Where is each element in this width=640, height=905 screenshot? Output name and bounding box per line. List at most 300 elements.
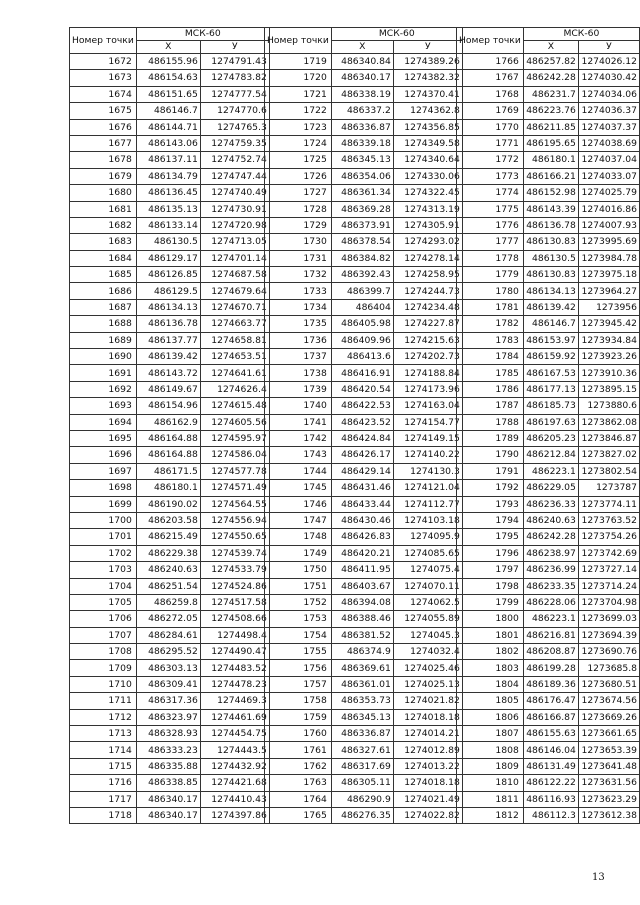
x-coordinate-cell: 486409.96 (331, 332, 393, 348)
y-coordinate-cell: 1274021.82 (393, 693, 462, 709)
table-row (457, 562, 640, 578)
x-coordinate-cell: 486130.83 (523, 267, 578, 283)
table-row (70, 512, 270, 528)
x-coordinate-cell: 486152.98 (523, 185, 578, 201)
x-coordinate-cell: 486146.7 (136, 103, 200, 119)
x-coordinate-cell: 486130.5 (136, 234, 200, 250)
y-coordinate-cell: 1274670.71 (200, 299, 269, 315)
y-coordinate-cell: 1273774.11 (578, 496, 639, 512)
point-number-cell: 1778 (457, 250, 524, 266)
table-row (457, 201, 640, 217)
table-row (265, 234, 463, 250)
y-coordinate-cell: 1274550.65 (200, 529, 269, 545)
table-row (265, 463, 463, 479)
y-coordinate-cell: 1274595.97 (200, 430, 269, 446)
point-number-cell: 1759 (265, 709, 332, 725)
table-row (457, 758, 640, 774)
point-number-cell: 1742 (265, 430, 332, 446)
point-number-cell: 1693 (70, 398, 137, 414)
table-row (265, 644, 463, 660)
point-number-cell: 1789 (457, 430, 524, 446)
x-coordinate-cell: 486144.71 (136, 119, 200, 135)
table-row (265, 660, 463, 676)
x-coordinate-cell: 486149.67 (136, 381, 200, 397)
x-coordinate-cell: 486404 (331, 299, 393, 315)
x-coordinate-cell: 486340.17 (136, 807, 200, 823)
x-coordinate-cell: 486429.14 (331, 463, 393, 479)
point-number-cell: 1694 (70, 414, 137, 430)
y-coordinate-cell: 1273763.52 (578, 512, 639, 528)
y-coordinate-cell: 1274030.42 (578, 70, 639, 86)
point-number-cell: 1727 (265, 185, 332, 201)
table-row (265, 283, 463, 299)
x-coordinate-cell: 486203.58 (136, 512, 200, 528)
x-coordinate-cell: 486116.93 (523, 791, 578, 807)
table-row (70, 758, 270, 774)
point-number-cell: 1746 (265, 496, 332, 512)
table-row (70, 693, 270, 709)
point-number-cell: 1760 (265, 726, 332, 742)
table-row (457, 168, 640, 184)
x-coordinate-cell: 486164.88 (136, 430, 200, 446)
x-coordinate-cell: 486139.42 (136, 349, 200, 365)
x-coordinate-cell: 486130.83 (523, 234, 578, 250)
point-number-cell: 1675 (70, 103, 137, 119)
x-coordinate-cell: 486272.05 (136, 611, 200, 627)
y-coordinate-cell: 1274154.77 (393, 414, 462, 430)
y-coordinate-cell: 1274140.22 (393, 447, 462, 463)
y-coordinate-cell: 1274658.81 (200, 332, 269, 348)
y-coordinate-cell: 1274036.37 (578, 103, 639, 119)
y-coordinate-cell: 1273704.98 (578, 594, 639, 610)
y-coordinate-cell: 1274577.78 (200, 463, 269, 479)
table-row (70, 742, 270, 758)
y-coordinate-cell: 1274062.5 (393, 594, 462, 610)
table-row (265, 135, 463, 151)
x-coordinate-cell: 486338.85 (136, 775, 200, 791)
table-row (70, 644, 270, 660)
point-number-cell: 1794 (457, 512, 524, 528)
x-coordinate-cell: 486340.84 (331, 54, 393, 70)
point-number-cell: 1762 (265, 758, 332, 774)
table-row (457, 70, 640, 86)
point-number-cell: 1689 (70, 332, 137, 348)
coordinate-system-header: МСК-60 (331, 28, 462, 41)
y-coordinate-cell: 1274759.35 (200, 135, 269, 151)
table-row (265, 578, 463, 594)
table-row (70, 709, 270, 725)
point-number-cell: 1726 (265, 168, 332, 184)
x-coordinate-cell: 486259.8 (136, 594, 200, 610)
x-coordinate-cell: 486134.13 (136, 299, 200, 315)
table-row (265, 742, 463, 758)
y-coordinate-cell: 1274626.4 (200, 381, 269, 397)
table-row (457, 381, 640, 397)
table-row (70, 234, 270, 250)
y-coordinate-cell: 1274432.92 (200, 758, 269, 774)
y-coordinate-cell: 1273910.36 (578, 365, 639, 381)
table-row (265, 398, 463, 414)
point-number-cell: 1777 (457, 234, 524, 250)
y-coordinate-cell: 1273846.87 (578, 430, 639, 446)
table-row (265, 168, 463, 184)
x-coordinate-cell: 486135.13 (136, 201, 200, 217)
x-header: X (523, 41, 578, 54)
table-row (265, 332, 463, 348)
y-coordinate-cell: 1274075.4 (393, 562, 462, 578)
y-coordinate-cell: 1274007.93 (578, 217, 639, 233)
y-coordinate-cell: 1274747.44 (200, 168, 269, 184)
x-coordinate-cell: 486231.7 (523, 86, 578, 102)
y-coordinate-cell: 1274740.49 (200, 185, 269, 201)
x-coordinate-cell: 486146.7 (523, 316, 578, 332)
x-coordinate-cell: 486416.91 (331, 365, 393, 381)
point-number-cell: 1715 (70, 758, 137, 774)
x-coordinate-cell: 486146.04 (523, 742, 578, 758)
table-row (70, 627, 270, 643)
table-row (265, 545, 463, 561)
x-coordinate-cell: 486399.7 (331, 283, 393, 299)
point-number-header: Номер точки (265, 28, 332, 54)
table-row (70, 807, 270, 823)
x-coordinate-cell: 486338.19 (331, 86, 393, 102)
table-row (265, 70, 463, 86)
table-row (457, 54, 640, 70)
y-coordinate-cell: 1274038.69 (578, 135, 639, 151)
table-row (70, 594, 270, 610)
table-row (265, 152, 463, 168)
point-number-cell: 1687 (70, 299, 137, 315)
y-coordinate-cell: 1274421.68 (200, 775, 269, 791)
x-coordinate-cell: 486185.73 (523, 398, 578, 414)
point-number-cell: 1808 (457, 742, 524, 758)
table-row (70, 267, 270, 283)
point-number-cell: 1673 (70, 70, 137, 86)
point-number-cell: 1772 (457, 152, 524, 168)
point-number-cell: 1714 (70, 742, 137, 758)
x-coordinate-cell: 486212.84 (523, 447, 578, 463)
table-row (457, 332, 640, 348)
y-coordinate-cell: 1273742.69 (578, 545, 639, 561)
y-coordinate-cell: 1273995.69 (578, 234, 639, 250)
x-coordinate-cell: 486229.38 (136, 545, 200, 561)
y-coordinate-cell: 1274012.89 (393, 742, 462, 758)
x-coordinate-cell: 486420.54 (331, 381, 393, 397)
x-coordinate-cell: 486240.63 (136, 562, 200, 578)
x-coordinate-cell: 486211.85 (523, 119, 578, 135)
table-row (265, 185, 463, 201)
point-number-cell: 1686 (70, 283, 137, 299)
y-coordinate-cell: 1274095.9 (393, 529, 462, 545)
x-coordinate-cell: 486327.61 (331, 742, 393, 758)
point-number-cell: 1752 (265, 594, 332, 610)
x-coordinate-cell: 486137.11 (136, 152, 200, 168)
y-coordinate-cell: 1273653.39 (578, 742, 639, 758)
y-header: У (200, 41, 269, 54)
x-coordinate-cell: 486129.5 (136, 283, 200, 299)
table-row (457, 529, 640, 545)
y-coordinate-cell: 1274356.85 (393, 119, 462, 135)
point-number-cell: 1691 (70, 365, 137, 381)
point-number-cell: 1745 (265, 480, 332, 496)
y-coordinate-cell: 1274103.18 (393, 512, 462, 528)
point-number-cell: 1699 (70, 496, 137, 512)
x-coordinate-cell: 486317.69 (331, 758, 393, 774)
x-coordinate-cell: 486238.97 (523, 545, 578, 561)
y-coordinate-cell: 1274586.04 (200, 447, 269, 463)
point-number-cell: 1796 (457, 545, 524, 561)
coordinates-table-2 (264, 27, 463, 824)
table-row (70, 463, 270, 479)
x-header: X (136, 41, 200, 54)
point-number-cell: 1705 (70, 594, 137, 610)
x-coordinate-cell: 486134.13 (523, 283, 578, 299)
y-coordinate-cell: 1273934.84 (578, 332, 639, 348)
x-coordinate-cell: 486162.9 (136, 414, 200, 430)
y-coordinate-cell: 1274663.77 (200, 316, 269, 332)
y-coordinate-cell: 1274018.18 (393, 775, 462, 791)
point-number-cell: 1790 (457, 447, 524, 463)
point-number-cell: 1674 (70, 86, 137, 102)
y-coordinate-cell: 1274112.77 (393, 496, 462, 512)
point-number-cell: 1741 (265, 414, 332, 430)
point-number-cell: 1697 (70, 463, 137, 479)
table-row (70, 529, 270, 545)
table-row (70, 578, 270, 594)
table-row (457, 414, 640, 430)
x-coordinate-cell: 486122.22 (523, 775, 578, 791)
table-row (265, 316, 463, 332)
point-number-cell: 1702 (70, 545, 137, 561)
x-coordinate-cell: 486216.81 (523, 627, 578, 643)
y-coordinate-cell: 1274524.86 (200, 578, 269, 594)
table-row (70, 86, 270, 102)
table-row (265, 693, 463, 709)
x-coordinate-cell: 486361.34 (331, 185, 393, 201)
point-number-cell: 1798 (457, 578, 524, 594)
table-row (265, 611, 463, 627)
table-row (457, 611, 640, 627)
x-coordinate-cell: 486240.63 (523, 512, 578, 528)
table-row (457, 447, 640, 463)
point-number-cell: 1672 (70, 54, 137, 70)
y-coordinate-cell: 1274293.02 (393, 234, 462, 250)
table-row (457, 316, 640, 332)
table-row (70, 381, 270, 397)
x-coordinate-cell: 486340.17 (136, 791, 200, 807)
y-coordinate-cell: 1273612.38 (578, 807, 639, 823)
x-coordinate-cell: 486205.23 (523, 430, 578, 446)
y-coordinate-cell: 1274410.43 (200, 791, 269, 807)
y-coordinate-cell: 1274085.65 (393, 545, 462, 561)
y-coordinate-cell: 1273623.29 (578, 791, 639, 807)
x-coordinate-cell: 486223.1 (523, 463, 578, 479)
point-number-cell: 1781 (457, 299, 524, 315)
y-coordinate-cell: 1274340.64 (393, 152, 462, 168)
table-row (457, 349, 640, 365)
point-number-cell: 1776 (457, 217, 524, 233)
y-coordinate-cell: 1273802.54 (578, 463, 639, 479)
point-number-cell: 1706 (70, 611, 137, 627)
y-coordinate-cell: 1273956 (578, 299, 639, 315)
table-row (265, 299, 463, 315)
x-coordinate-cell: 486257.82 (523, 54, 578, 70)
point-number-cell: 1782 (457, 316, 524, 332)
table-row (70, 185, 270, 201)
table-row (457, 283, 640, 299)
table-row (457, 365, 640, 381)
y-coordinate-cell: 1274016.86 (578, 201, 639, 217)
x-coordinate-cell: 486199.28 (523, 660, 578, 676)
y-coordinate-cell: 1273680.51 (578, 676, 639, 692)
table-row (70, 398, 270, 414)
table-row (457, 152, 640, 168)
x-coordinate-cell: 486223.1 (523, 611, 578, 627)
table-row (265, 267, 463, 283)
x-coordinate-cell: 486133.14 (136, 217, 200, 233)
point-number-cell: 1785 (457, 365, 524, 381)
x-coordinate-cell: 486369.61 (331, 660, 393, 676)
table-row (457, 578, 640, 594)
y-coordinate-cell: 1274653.51 (200, 349, 269, 365)
x-coordinate-cell: 486323.97 (136, 709, 200, 725)
point-number-cell: 1786 (457, 381, 524, 397)
point-number-cell: 1732 (265, 267, 332, 283)
y-coordinate-cell: 1274765.3 (200, 119, 269, 135)
point-number-cell: 1734 (265, 299, 332, 315)
y-coordinate-cell: 1274478.23 (200, 676, 269, 692)
table-row (457, 496, 640, 512)
point-number-cell: 1810 (457, 775, 524, 791)
point-number-cell: 1743 (265, 447, 332, 463)
y-coordinate-cell: 1274454.75 (200, 726, 269, 742)
y-coordinate-cell: 1274571.49 (200, 480, 269, 496)
x-coordinate-cell: 486159.92 (523, 349, 578, 365)
y-coordinate-cell: 1274215.63 (393, 332, 462, 348)
x-coordinate-cell: 486190.02 (136, 496, 200, 512)
table-row (457, 775, 640, 791)
point-number-cell: 1703 (70, 562, 137, 578)
y-coordinate-cell: 1274045.3 (393, 627, 462, 643)
point-number-cell: 1728 (265, 201, 332, 217)
point-number-cell: 1754 (265, 627, 332, 643)
x-coordinate-cell: 486373.91 (331, 217, 393, 233)
table-row (265, 594, 463, 610)
x-coordinate-cell: 486154.96 (136, 398, 200, 414)
x-coordinate-cell: 486392.43 (331, 267, 393, 283)
y-coordinate-cell: 1273685.8 (578, 660, 639, 676)
point-number-cell: 1767 (457, 70, 524, 86)
x-coordinate-cell: 486309.41 (136, 676, 200, 692)
y-coordinate-cell: 1274037.37 (578, 119, 639, 135)
y-coordinate-cell: 1274564.55 (200, 496, 269, 512)
y-coordinate-cell: 1274720.98 (200, 217, 269, 233)
point-number-cell: 1718 (70, 807, 137, 823)
x-coordinate-cell: 486177.13 (523, 381, 578, 397)
table-row (70, 70, 270, 86)
point-number-cell: 1740 (265, 398, 332, 414)
point-number-cell: 1698 (70, 480, 137, 496)
table-row (70, 349, 270, 365)
x-coordinate-cell: 486242.28 (523, 70, 578, 86)
table-row (457, 463, 640, 479)
x-coordinate-cell: 486340.17 (331, 70, 393, 86)
x-coordinate-cell: 486328.93 (136, 726, 200, 742)
point-number-cell: 1765 (265, 807, 332, 823)
table-row (70, 791, 270, 807)
table-row (457, 676, 640, 692)
table-row (457, 430, 640, 446)
y-coordinate-cell: 1274508.66 (200, 611, 269, 627)
table-row (70, 726, 270, 742)
table-row (70, 283, 270, 299)
y-coordinate-cell: 1274244.73 (393, 283, 462, 299)
y-coordinate-cell: 1274227.87 (393, 316, 462, 332)
x-coordinate-cell: 486424.84 (331, 430, 393, 446)
table-row (70, 152, 270, 168)
point-number-cell: 1753 (265, 611, 332, 627)
point-number-cell: 1787 (457, 398, 524, 414)
point-number-cell: 1791 (457, 463, 524, 479)
point-number-cell: 1811 (457, 791, 524, 807)
table-row (265, 86, 463, 102)
point-number-cell: 1757 (265, 676, 332, 692)
table-row (70, 316, 270, 332)
x-coordinate-cell: 486151.65 (136, 86, 200, 102)
table-row (265, 430, 463, 446)
point-number-cell: 1756 (265, 660, 332, 676)
point-number-cell: 1803 (457, 660, 524, 676)
point-number-cell: 1747 (265, 512, 332, 528)
y-coordinate-cell: 1274149.15 (393, 430, 462, 446)
point-number-cell: 1680 (70, 185, 137, 201)
x-coordinate-cell: 486223.76 (523, 103, 578, 119)
point-number-cell: 1723 (265, 119, 332, 135)
y-coordinate-cell: 1274070.11 (393, 578, 462, 594)
y-coordinate-cell: 1273880.6 (578, 398, 639, 414)
point-number-cell: 1713 (70, 726, 137, 742)
table-row (70, 201, 270, 217)
point-number-cell: 1802 (457, 644, 524, 660)
point-number-cell: 1695 (70, 430, 137, 446)
table-row (457, 103, 640, 119)
point-number-cell: 1800 (457, 611, 524, 627)
point-number-cell: 1733 (265, 283, 332, 299)
y-coordinate-cell: 1273727.14 (578, 562, 639, 578)
point-number-cell: 1763 (265, 775, 332, 791)
y-coordinate-cell: 1274469.3 (200, 693, 269, 709)
point-number-cell: 1761 (265, 742, 332, 758)
x-coordinate-cell: 486143.72 (136, 365, 200, 381)
y-coordinate-cell: 1274679.64 (200, 283, 269, 299)
table-row (70, 119, 270, 135)
coordinates-table-1 (69, 27, 270, 824)
table-row (265, 791, 463, 807)
table-row (265, 381, 463, 397)
x-coordinate-cell: 486228.06 (523, 594, 578, 610)
x-coordinate-cell: 486317.36 (136, 693, 200, 709)
y-coordinate-cell: 1274234.48 (393, 299, 462, 315)
point-number-cell: 1676 (70, 119, 137, 135)
y-coordinate-cell: 1273669.26 (578, 709, 639, 725)
point-number-cell: 1766 (457, 54, 524, 70)
y-coordinate-cell: 1274443.5 (200, 742, 269, 758)
y-coordinate-cell: 1274121.04 (393, 480, 462, 496)
table-row (265, 447, 463, 463)
y-coordinate-cell: 1274382.32 (393, 70, 462, 86)
x-header: X (331, 41, 393, 54)
x-coordinate-cell: 486430.46 (331, 512, 393, 528)
